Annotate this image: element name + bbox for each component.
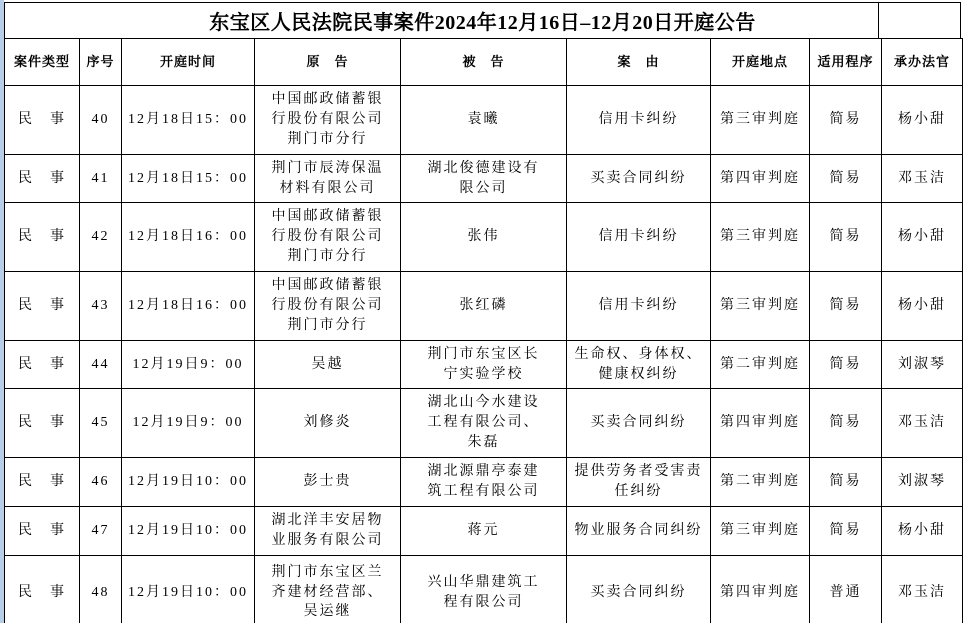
table-cell: 荆门市东宝区兰 齐建材经营部、 吴运继 <box>255 555 401 623</box>
table-header-row <box>5 39 963 86</box>
table-cell: 47 <box>80 506 122 555</box>
header-hearing-time: 开庭时间 <box>122 39 255 86</box>
header-plaintiff: 原 告 <box>255 39 401 86</box>
table-cell: 买卖合同纠纷 <box>567 389 711 458</box>
hearing-schedule-table <box>4 38 963 623</box>
table-cell: 第四审判庭 <box>711 555 810 623</box>
table-cell: 12月19日10：00 <box>122 506 255 555</box>
table-cell: 刘修炎 <box>255 389 401 458</box>
table-row <box>5 555 963 623</box>
header-presiding-judge: 承办法官 <box>882 39 963 86</box>
table-row <box>5 272 963 341</box>
table-cell: 邓玉洁 <box>882 555 963 623</box>
table-cell: 袁曦 <box>401 86 567 155</box>
table-cell: 民 事 <box>5 506 80 555</box>
table-cell: 12月19日10：00 <box>122 555 255 623</box>
table-header <box>5 39 963 86</box>
table-cell: 吴越 <box>255 340 401 389</box>
table-cell: 民 事 <box>5 555 80 623</box>
table-cell: 提供劳务者受害责 任纠纷 <box>567 458 711 507</box>
table-cell: 荆门市辰涛保温 材料有限公司 <box>255 154 401 203</box>
table-cell: 湖北源鼎亭泰建 筑工程有限公司 <box>401 458 567 507</box>
table-body <box>5 86 963 623</box>
table-cell: 43 <box>80 272 122 341</box>
table-cell: 12月19日9：00 <box>122 340 255 389</box>
table-cell: 民 事 <box>5 389 80 458</box>
table-cell: 12月19日9：00 <box>122 389 255 458</box>
page-title: 东宝区人民法院民事案件2024年12月16日–12月20日开庭公告 <box>209 12 756 34</box>
table-cell: 蒋元 <box>401 506 567 555</box>
table-cell: 41 <box>80 154 122 203</box>
table-cell: 信用卡纠纷 <box>567 272 711 341</box>
title-column-divider <box>878 3 879 38</box>
table-row <box>5 154 963 203</box>
table-cell: 普通 <box>810 555 882 623</box>
table-row <box>5 389 963 458</box>
table-row <box>5 203 963 272</box>
table-cell: 第二审判庭 <box>711 340 810 389</box>
table-cell: 民 事 <box>5 86 80 155</box>
table-cell: 12月18日16：00 <box>122 203 255 272</box>
table-cell: 48 <box>80 555 122 623</box>
table-cell: 邓玉洁 <box>882 154 963 203</box>
table-cell: 12月18日15：00 <box>122 154 255 203</box>
header-serial-number: 序号 <box>80 39 122 86</box>
table-cell: 42 <box>80 203 122 272</box>
table-cell: 买卖合同纠纷 <box>567 555 711 623</box>
table-cell: 中国邮政储蓄银 行股份有限公司 荆门市分行 <box>255 203 401 272</box>
table-cell: 简易 <box>810 203 882 272</box>
table-cell: 40 <box>80 86 122 155</box>
header-applicable-procedure: 适用程序 <box>810 39 882 86</box>
table-cell: 邓玉洁 <box>882 389 963 458</box>
table-row <box>5 458 963 507</box>
table-cell: 45 <box>80 389 122 458</box>
table-cell: 生命权、身体权、 健康权纠纷 <box>567 340 711 389</box>
table-cell: 12月19日10：00 <box>122 458 255 507</box>
table-cell: 杨小甜 <box>882 506 963 555</box>
table-cell: 简易 <box>810 340 882 389</box>
header-defendant: 被 告 <box>401 39 567 86</box>
table-cell: 湖北俊德建设有 限公司 <box>401 154 567 203</box>
table-cell: 民 事 <box>5 458 80 507</box>
table-cell: 中国邮政储蓄银 行股份有限公司 荆门市分行 <box>255 272 401 341</box>
table-cell: 12月18日16：00 <box>122 272 255 341</box>
table-cell: 张伟 <box>401 203 567 272</box>
table-cell: 荆门市东宝区长 宁实验学校 <box>401 340 567 389</box>
table-cell: 46 <box>80 458 122 507</box>
table-row <box>5 86 963 155</box>
table-cell: 简易 <box>810 506 882 555</box>
header-case-type: 案件类型 <box>5 39 80 86</box>
table-cell: 第四审判庭 <box>711 154 810 203</box>
table-cell: 杨小甜 <box>882 203 963 272</box>
table-cell: 买卖合同纠纷 <box>567 154 711 203</box>
table-cell: 简易 <box>810 86 882 155</box>
table-cell: 湖北洋丰安居物 业服务有限公司 <box>255 506 401 555</box>
table-cell: 12月18日15：00 <box>122 86 255 155</box>
table-cell: 第四审判庭 <box>711 389 810 458</box>
table-cell: 第二审判庭 <box>711 458 810 507</box>
table-cell: 杨小甜 <box>882 272 963 341</box>
table-cell: 杨小甜 <box>882 86 963 155</box>
table-cell: 刘淑琴 <box>882 340 963 389</box>
table-cell: 中国邮政储蓄银 行股份有限公司 荆门市分行 <box>255 86 401 155</box>
header-hearing-location: 开庭地点 <box>711 39 810 86</box>
table-cell: 第三审判庭 <box>711 86 810 155</box>
table-cell: 民 事 <box>5 272 80 341</box>
table-row <box>5 506 963 555</box>
table-cell: 张红磷 <box>401 272 567 341</box>
table-row <box>5 340 963 389</box>
table-cell: 简易 <box>810 458 882 507</box>
table-cell: 第三审判庭 <box>711 506 810 555</box>
table-cell: 信用卡纠纷 <box>567 86 711 155</box>
table-cell: 44 <box>80 340 122 389</box>
header-cause-of-action: 案 由 <box>567 39 711 86</box>
table-cell: 彭士贵 <box>255 458 401 507</box>
page-title-row <box>4 2 961 38</box>
announcement-sheet <box>4 2 961 623</box>
table-cell: 民 事 <box>5 340 80 389</box>
table-cell: 民 事 <box>5 203 80 272</box>
table-cell: 第三审判庭 <box>711 203 810 272</box>
table-cell: 民 事 <box>5 154 80 203</box>
table-cell: 简易 <box>810 389 882 458</box>
table-cell: 物业服务合同纠纷 <box>567 506 711 555</box>
table-cell: 兴山华鼎建筑工 程有限公司 <box>401 555 567 623</box>
table-cell: 简易 <box>810 272 882 341</box>
table-cell: 湖北山今水建设 工程有限公司、 朱磊 <box>401 389 567 458</box>
table-cell: 简易 <box>810 154 882 203</box>
table-cell: 刘淑琴 <box>882 458 963 507</box>
table-cell: 第三审判庭 <box>711 272 810 341</box>
table-cell: 信用卡纠纷 <box>567 203 711 272</box>
